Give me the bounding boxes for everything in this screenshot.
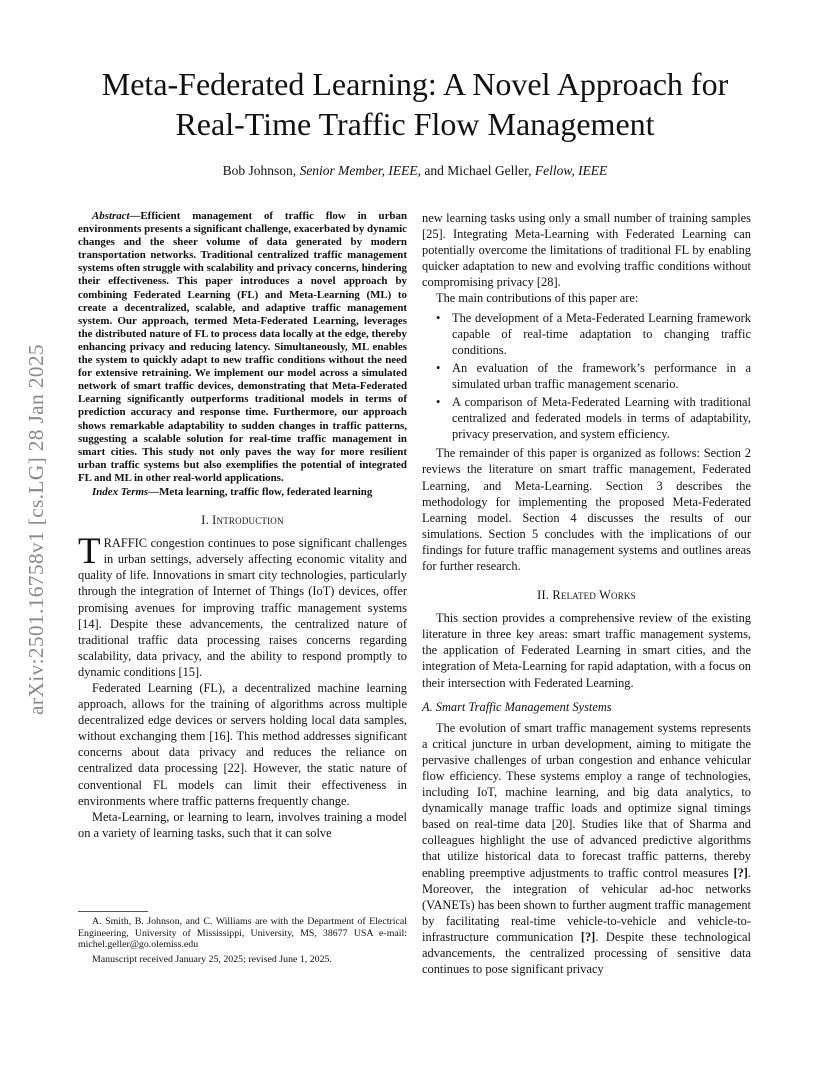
review-paragraph: This section provides a comprehensive review of the existing literature in three key areas: smart traffic management systems, the application of Federated Learning in smart cities, and the integration of Meta-Learning for rapid adaptation, with a focus on their intersection with Federated Learning.: [422, 611, 751, 690]
title-line-2: Real-Time Traffic Flow Management: [175, 106, 655, 142]
footnote-affiliation: A. Smith, B. Johnson, and C. Williams are with the Department of Electrical Engineering, University of Mississippi, University, MS, 38677 USA e-mail: michel.geller@go.olemiss.edu: [78, 916, 407, 951]
intro-paragraph-1: [78, 531, 407, 680]
list-item: • A comparison of Meta-Federated Learning with traditional centralized and federated models in terms of adaptability, privacy preservation, and system efficiency.: [452, 394, 751, 442]
intro-paragraph-3: Meta-Learning, or learning to learn, involves training a model on a variety of learning tasks, such that it can solve: [78, 809, 407, 840]
abstract-label: Abstract: [92, 210, 130, 222]
contributions-intro: The main contributions of this paper are:: [436, 291, 639, 306]
intro-paragraph-1-text: RAFFIC congestion continues to pose significant challenges in urban settings, adversely affecting economic vitality and quality of life. Innovations in smart city technologies, particularly through the integration of Internet of Things (IoT) devices, offer promising avenues for improving traffic management systems [14]. Despite these advancements, the centralized nature of traditional traffic data processing raises concerns regarding scalability, data privacy, and the ability to respond promptly to dynamic conditions [15].: [78, 536, 407, 679]
index-terms: [78, 486, 407, 499]
section-heading-related-works: II. Related Works: [537, 588, 636, 603]
title-line-1: Meta-Federated Learning: A Novel Approach for: [101, 66, 729, 102]
drop-cap: T: [78, 531, 101, 573]
evolution-text-1: The evolution of smart traffic management systems represents a critical juncture in urban development, aiming to mitigate the pervasive challenges of urban congestion and enhance vehicular flow efficiency. These systems employ a range of technologies, including IoT, machine learning, and big data analytics, to dynamically manage traffic loads and optimize signal timings based on real-time data [20]. Studies like that of Sharma and colleagues highlight the use of advanced predictive algorithms that utilize historical data to forecast traffic patterns, thereby enabling preemptive adjustments to traffic control measures: [422, 720, 751, 880]
paper-title: [70, 64, 760, 144]
author-2-role: Fellow, IEEE: [534, 163, 608, 178]
author-line: [70, 163, 760, 179]
author-conjunction: and Michael Geller,: [421, 163, 535, 178]
evolution-paragraph: [422, 720, 751, 978]
list-item: • An evaluation of the framework’s performance in a simulated urban traffic management scenario.: [452, 360, 751, 392]
abstract-text: —Efficient management of traffic flow in urban environments presents a significant challenge, exacerbated by dynamic changes and the sheer volume of data generated by modern transportation networks. Traditional centralized traffic management systems often struggle with scalability and privacy concerns, hindering their effectiveness. This paper introduces a novel approach by combining Federated Learning (FL) and Meta-Learning (ML) to create a decentralized, scalable, and adaptive traffic management system. Our approach, termed Meta-Federated Learning, leverages the distributed nature of FL to process data locally at the edge, thereby enhancing privacy and reducing latency. Simultaneously, ML enables the system to quickly adapt to new traffic conditions without the need for extensive retraining. We implement our model across a simulated network of smart traffic devices, demonstrating that Meta-Federated Learning significantly outperforms traditional models in terms of prediction accuracy and response time. Furthermore, our approach shows remarkable adaptability to sudden changes in traffic patterns, suggesting a scalable solution for real-time traffic management in smart cities. This study not only paves the way for more resilient urban traffic systems but also exemplifies the potential of integrated FL and ML in other real-world applications.: [78, 210, 407, 484]
author-1-role: Senior Member, IEEE,: [299, 163, 422, 178]
right-column: [422, 210, 751, 977]
subsection-heading-smart-traffic: A. Smart Traffic Management Systems: [422, 699, 612, 714]
arxiv-id: arXiv:2501.16758v1 [cs.LG] 28 Jan 2025: [23, 343, 48, 715]
arxiv-sidebar-stamp: [22, 294, 50, 764]
remainder-paragraph: The remainder of this paper is organized as follows: Section 2 reviews the literature on smart traffic management, Federated Learning, and Meta-Learning. Section 3 describes the methodology for implementing the proposed Meta-Federated Learning model. Section 4 discusses the results of our simulations. Section 5 concludes with the implications of our findings for future traffic management systems and outlines areas for further research.: [422, 446, 751, 573]
section-heading-introduction: I. Introduction: [201, 513, 284, 528]
intro-paragraph-3-continued: new learning tasks using only a small number of training samples [25]. Integrating Meta-Learning with Federated Learning can potentially overcome the limitations of traditional FL by enabling quicker adaptation to new and evolving traffic conditions without compromising privacy [28].: [422, 211, 751, 290]
intro-paragraph-2: Federated Learning (FL), a decentralized machine learning approach, allows for the training of algorithms across multiple decentralized edge devices or servers holding local data samples, without exchanging them [16]. This method addresses significant concerns about data privacy and reduces the reliance on centralized data processing [22]. However, the static nature of conventional FL models can limit their effectiveness in environments where traffic patterns frequently change.: [78, 681, 407, 808]
list-item: • The development of a Meta-Federated Learning framework capable of real-time adaptation to changing traffic conditions.: [452, 310, 751, 358]
footnote-manuscript: Manuscript received January 25, 2025; revised June 1, 2025.: [92, 953, 332, 965]
citation-unresolved-1: [?]: [733, 865, 748, 880]
author-1-name: Bob Johnson,: [222, 163, 300, 178]
citation-unresolved-2: [?]: [580, 929, 596, 944]
index-terms-text: —Meta learning, traffic flow, federated learning: [148, 485, 373, 498]
contributions-list: [422, 310, 751, 443]
evolution-text-3: . Despite these technological advancements, the centralized processing of sensitive data continues to pose significant privacy: [422, 929, 752, 977]
footnote: [78, 911, 407, 968]
evolution-text-2: . Moreover, the integration of vehicular ad-hoc networks (VANETs) has been shown to further augment traffic management by facilitating real-time vehicle-to-vehicle and vehicle-to-infrastructure communication: [422, 865, 751, 944]
left-column: [78, 210, 407, 841]
abstract: [78, 210, 407, 485]
footnote-rule: [78, 911, 148, 912]
index-terms-label: Index Terms: [92, 485, 149, 498]
